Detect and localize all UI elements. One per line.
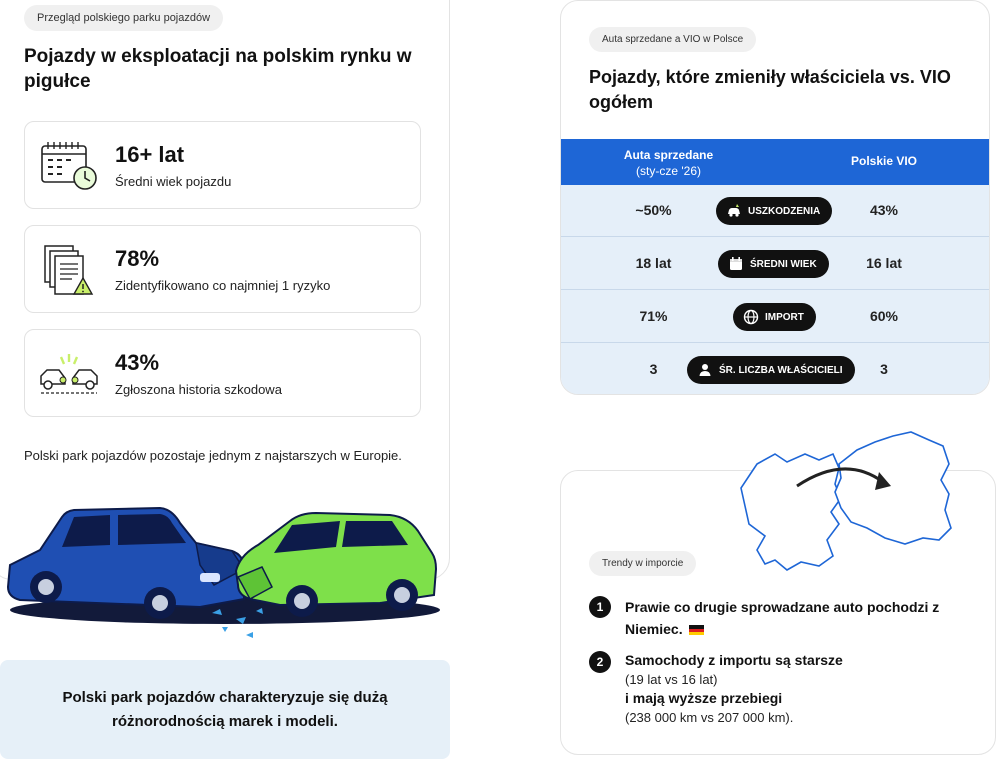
- diversity-banner: [0, 660, 450, 759]
- import-trends-pill: Trendy w imporcie: [589, 551, 696, 576]
- overview-pill: Przegląd polskiego parku pojazdów: [24, 5, 223, 31]
- comparison-table-header: [561, 139, 990, 185]
- vio-value: 3: [880, 361, 888, 377]
- calendar-clock-icon: [39, 140, 99, 192]
- stat-value: 16+ lat: [115, 142, 185, 167]
- sold-value: 18 lat: [635, 255, 672, 271]
- green-car-illustration: [236, 513, 436, 617]
- sold-value: ~50%: [635, 202, 672, 218]
- fleet-note: Polski park pojazdów pozostaje jednym z najstarszych w Europie.: [24, 448, 402, 463]
- vio-value: 43%: [869, 202, 899, 218]
- blue-car-illustration: [8, 508, 244, 619]
- table-row: [561, 238, 990, 290]
- sold-value: 3: [649, 361, 658, 377]
- car-crash-icon: [39, 348, 99, 400]
- person-icon: [697, 362, 713, 378]
- trend-number: 2: [589, 651, 611, 673]
- vio-value: 16 lat: [866, 255, 902, 271]
- diversity-banner-text: Polski park pojazdów charakteryzuje się dużą różnorodnością marek i modeli.: [62, 688, 388, 730]
- stat-card-damage: [24, 329, 421, 417]
- germany-poland-map: [735, 424, 965, 574]
- table-row: [561, 291, 990, 343]
- vio-value: 60%: [869, 308, 899, 324]
- comparison-table-body: [561, 185, 990, 395]
- stat-value: 43%: [115, 350, 160, 375]
- calendar-icon: [728, 256, 744, 272]
- trend-text: i mają wyższe przebiegi: [625, 690, 783, 706]
- car-crash-illustration: [0, 495, 450, 665]
- documents-warning-icon: [39, 244, 99, 296]
- trend-subtext: (238 000 km vs 207 000 km).: [625, 710, 794, 725]
- overview-title: Pojazdy w eksploatacji na polskim rynku w pigułce: [24, 46, 412, 92]
- metric-badge: ŚR. LICZBA WŁAŚCICIELI: [687, 356, 855, 384]
- stat-value: 78%: [115, 246, 160, 271]
- stat-card-age: [24, 121, 421, 209]
- stat-label: Zgłoszona historia szkodowa: [115, 382, 282, 397]
- globe-icon: [743, 309, 759, 325]
- table-row: [561, 344, 990, 395]
- stat-label: Średni wiek pojazdu: [115, 174, 232, 189]
- trend-text: Prawie co drugie sprowadzane auto pochodzi z Niemiec.: [625, 599, 940, 637]
- germany-flag-icon: [689, 625, 704, 635]
- car-damage-icon: [726, 203, 742, 219]
- table-row: [561, 185, 990, 237]
- stat-label: Zidentyfikowano co najmniej 1 ryzyko: [115, 278, 331, 293]
- sold-value: 71%: [639, 308, 668, 324]
- trend-number: 1: [589, 596, 611, 618]
- comparison-pill: Auta sprzedane a VIO w Polsce: [589, 27, 756, 52]
- trend-text: Samochody z importu są starsze: [625, 652, 843, 668]
- column-header-vio: Polskie VIO: [850, 154, 918, 168]
- metric-badge: USZKODZENIA: [716, 197, 832, 225]
- trend-subtext: (19 lat vs 16 lat): [625, 672, 718, 687]
- stat-card-risk: [24, 225, 421, 313]
- comparison-title: Pojazdy, które zmieniły właściciela vs. VIO ogółem: [589, 67, 951, 112]
- metric-badge: ŚREDNI WIEK: [718, 250, 829, 278]
- metric-badge: IMPORT: [733, 303, 816, 331]
- comparison-card: [560, 0, 990, 395]
- column-header-sold: Auta sprzedane (sty-cze '26): [623, 148, 714, 178]
